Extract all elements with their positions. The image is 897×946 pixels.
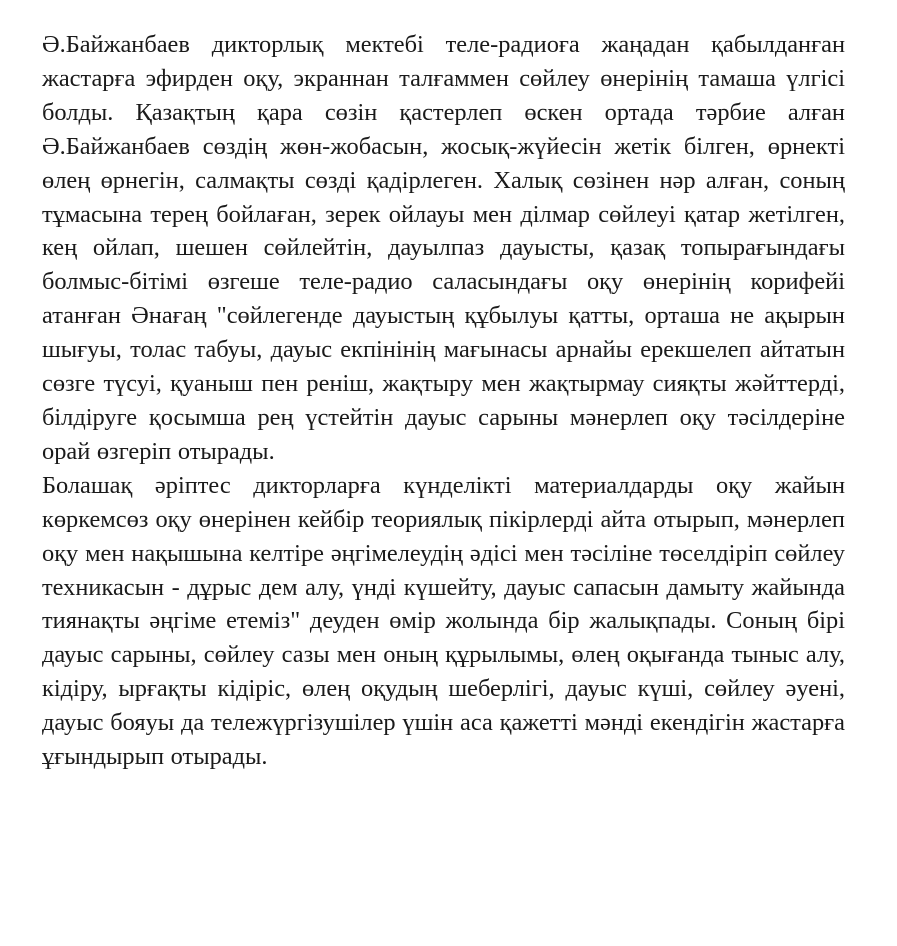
- paragraph-1: Ә.Байжанбаев дикторлық мектебі теле-радиоға жаңадан қабылданған жастарға эфирден оқу, экраннан талғаммен сөйлеу өнерінің тамаша үлгісі болды. Қазақтың қара сөзін қастерлеп өскен ортада тәрбие алған Ә.Байжанбаев сөздің жөн-жобасын, жосық-жүйесін жетік білген, өрнекті өлең өрнегін, салмақты сөзді қадірлеген. Халық сөзінен нәр алған, соның тұмасына терең бойлаған, зерек ойлауы мен ділмар сөйлеуі қатар жетілген, кең ойлап, шешен сөйлейтін, дауылпаз дауысты, қазақ топырағындағы болмыс-бітімі өзгеше теле-радио саласындағы оқу өнерінің корифейі атанған Әнағаң "сөйлегенде дауыстың құбылуы қатты, орташа не ақырын шығуы, толас табуы, дауыс екпінінің мағынасы арнайы ерекшелеп айтатын сөзге түсуі, қуаныш пен реніш, жақтыру мен жақтырмау сияқты жәйттерді, білдіруге қосымша рең үстейтін дауыс сарыны мәнерлеп оқу тәсілдеріне орай өзгеріп отырады.: [42, 31, 845, 465]
- paragraph-2: Болашақ әріптес дикторларға күнделікті материалдарды оқу жайын көркемсөз оқу өнерінен кейбір теориялық пікірлерді айта отырып, мәнерлеп оқу мен нақышына келтіре әңгімелеудің әдісі мен тәсіліне төселдіріп сөйлеу техникасын - дұрыс дем алу, үнді күшейту, дауыс сапасын дамыту жайында тиянақты әңгіме етеміз" деуден өмір жолында бір жалықпады. Соның бірі дауыс сарыны, сөйлеу сазы мен оның құрылымы, өлең оқығанда тыныс алу, кідіру, ырғақты кідіріс, өлең оқудың шеберлігі, дауыс күші, сөйлеу әуені, дауыс бояуы да тележүргізушілер үшін аса қажетті мәнді екендігін жастарға ұғындырып отырады.: [42, 471, 845, 771]
